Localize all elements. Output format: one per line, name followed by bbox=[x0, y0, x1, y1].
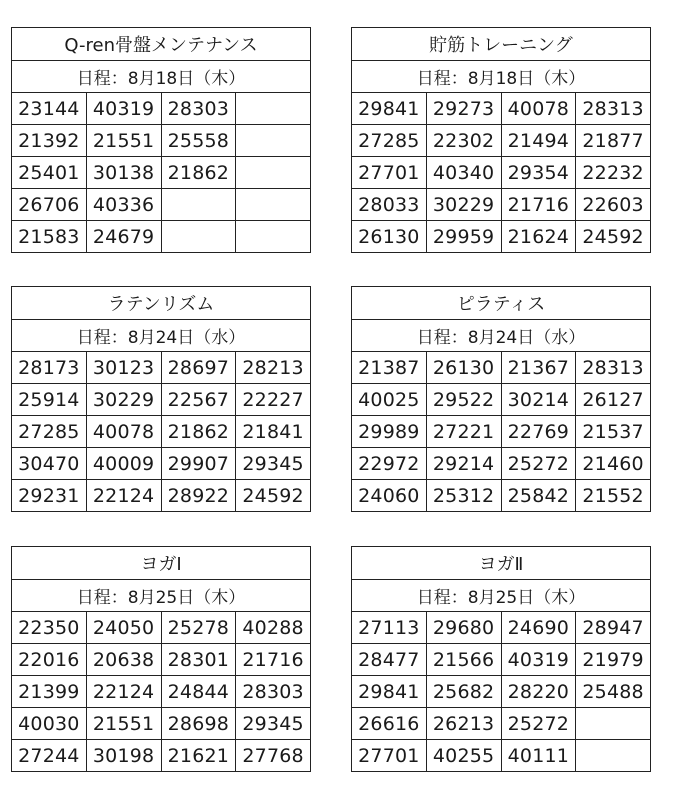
number-cell: 25914 bbox=[12, 384, 87, 416]
table-row bbox=[352, 384, 651, 416]
number-cell: 26127 bbox=[576, 384, 651, 416]
table-title: Q-ren骨盤メンテナンス bbox=[12, 28, 311, 61]
table-row bbox=[12, 189, 311, 221]
table-row bbox=[12, 221, 311, 253]
number-cell: 28947 bbox=[576, 612, 651, 644]
table-date: 日程：8月24日（水） bbox=[352, 320, 651, 352]
number-cell: 29231 bbox=[12, 480, 87, 512]
table-row bbox=[12, 93, 311, 125]
number-cell: 29841 bbox=[352, 676, 427, 708]
table-row bbox=[352, 189, 651, 221]
number-cell: 27701 bbox=[352, 157, 427, 189]
number-cell: 21583 bbox=[12, 221, 87, 253]
number-cell: 30229 bbox=[426, 189, 501, 221]
table-row bbox=[12, 612, 311, 644]
number-cell: 28173 bbox=[12, 352, 87, 384]
table-date: 日程：8月18日（木） bbox=[12, 61, 311, 93]
table-row bbox=[352, 416, 651, 448]
number-cell: 21716 bbox=[236, 644, 311, 676]
number-cell: 21551 bbox=[86, 125, 161, 157]
number-cell: 25488 bbox=[576, 676, 651, 708]
number-cell: 27285 bbox=[12, 416, 87, 448]
number-cell: 27244 bbox=[12, 740, 87, 772]
schedule-table-muscle-training bbox=[351, 27, 651, 253]
number-cell bbox=[236, 221, 311, 253]
number-cell: 22124 bbox=[86, 480, 161, 512]
number-cell: 22567 bbox=[161, 384, 236, 416]
number-cell: 26213 bbox=[426, 708, 501, 740]
table-title: ラテンリズム bbox=[12, 287, 311, 320]
number-cell: 22972 bbox=[352, 448, 427, 480]
number-cell: 25558 bbox=[161, 125, 236, 157]
number-cell: 21877 bbox=[576, 125, 651, 157]
number-cell: 21387 bbox=[352, 352, 427, 384]
table-row bbox=[12, 708, 311, 740]
table-row bbox=[352, 480, 651, 512]
number-cell: 21460 bbox=[576, 448, 651, 480]
number-cell: 23144 bbox=[12, 93, 87, 125]
number-cell: 26706 bbox=[12, 189, 87, 221]
table-row bbox=[12, 480, 311, 512]
number-cell: 26616 bbox=[352, 708, 427, 740]
number-cell: 22302 bbox=[426, 125, 501, 157]
number-cell: 27285 bbox=[352, 125, 427, 157]
number-cell: 28220 bbox=[501, 676, 576, 708]
number-cell: 28313 bbox=[576, 93, 651, 125]
number-cell: 40078 bbox=[86, 416, 161, 448]
number-cell: 40319 bbox=[501, 644, 576, 676]
table-date: 日程：8月25日（木） bbox=[352, 580, 651, 612]
number-cell: 28697 bbox=[161, 352, 236, 384]
table-row bbox=[12, 157, 311, 189]
number-cell: 29680 bbox=[426, 612, 501, 644]
number-cell: 24679 bbox=[86, 221, 161, 253]
number-cell bbox=[236, 157, 311, 189]
number-cell: 40319 bbox=[86, 93, 161, 125]
table-row bbox=[352, 352, 651, 384]
number-cell: 28477 bbox=[352, 644, 427, 676]
number-cell: 29345 bbox=[236, 448, 311, 480]
number-cell: 24050 bbox=[86, 612, 161, 644]
number-cell bbox=[236, 93, 311, 125]
table-date: 日程：8月25日（木） bbox=[12, 580, 311, 612]
number-cell: 21392 bbox=[12, 125, 87, 157]
table-row bbox=[352, 612, 651, 644]
number-cell: 21537 bbox=[576, 416, 651, 448]
number-cell: 28213 bbox=[236, 352, 311, 384]
number-cell: 21494 bbox=[501, 125, 576, 157]
number-cell: 25842 bbox=[501, 480, 576, 512]
table-title: 貯筋トレーニング bbox=[352, 28, 651, 61]
schedule-table-yoga-2 bbox=[351, 546, 651, 772]
number-cell: 29959 bbox=[426, 221, 501, 253]
table-row bbox=[352, 644, 651, 676]
number-cell: 40111 bbox=[501, 740, 576, 772]
number-cell: 27113 bbox=[352, 612, 427, 644]
number-cell: 29989 bbox=[352, 416, 427, 448]
number-cell: 20638 bbox=[86, 644, 161, 676]
number-cell: 21621 bbox=[161, 740, 236, 772]
number-cell: 28922 bbox=[161, 480, 236, 512]
number-cell: 40336 bbox=[86, 189, 161, 221]
number-cell: 22769 bbox=[501, 416, 576, 448]
table-row bbox=[12, 384, 311, 416]
number-cell: 22350 bbox=[12, 612, 87, 644]
table-row bbox=[12, 740, 311, 772]
table-row bbox=[352, 740, 651, 772]
number-cell: 25272 bbox=[501, 448, 576, 480]
number-cell: 30198 bbox=[86, 740, 161, 772]
table-row bbox=[12, 416, 311, 448]
schedule-table-latin-rhythm bbox=[11, 286, 311, 512]
number-cell: 22603 bbox=[576, 189, 651, 221]
table-row bbox=[352, 93, 651, 125]
number-cell: 21841 bbox=[236, 416, 311, 448]
number-cell: 25272 bbox=[501, 708, 576, 740]
number-cell: 40255 bbox=[426, 740, 501, 772]
number-cell: 30470 bbox=[12, 448, 87, 480]
number-cell: 29907 bbox=[161, 448, 236, 480]
number-cell: 26130 bbox=[352, 221, 427, 253]
number-cell: 24060 bbox=[352, 480, 427, 512]
number-cell: 29522 bbox=[426, 384, 501, 416]
number-cell: 26130 bbox=[426, 352, 501, 384]
number-cell: 24592 bbox=[236, 480, 311, 512]
number-cell: 40030 bbox=[12, 708, 87, 740]
table-row bbox=[12, 352, 311, 384]
number-cell: 22232 bbox=[576, 157, 651, 189]
number-cell: 27701 bbox=[352, 740, 427, 772]
number-cell: 29273 bbox=[426, 93, 501, 125]
number-cell: 21551 bbox=[86, 708, 161, 740]
number-cell: 28301 bbox=[161, 644, 236, 676]
number-cell: 25278 bbox=[161, 612, 236, 644]
table-title: ピラティス bbox=[352, 287, 651, 320]
number-cell: 24690 bbox=[501, 612, 576, 644]
number-cell: 29345 bbox=[236, 708, 311, 740]
number-cell: 28303 bbox=[236, 676, 311, 708]
table-row bbox=[352, 448, 651, 480]
number-cell: 30138 bbox=[86, 157, 161, 189]
number-cell: 21716 bbox=[501, 189, 576, 221]
number-cell: 40340 bbox=[426, 157, 501, 189]
number-cell: 27221 bbox=[426, 416, 501, 448]
number-cell: 25401 bbox=[12, 157, 87, 189]
number-cell: 22016 bbox=[12, 644, 87, 676]
number-cell: 25682 bbox=[426, 676, 501, 708]
table-title: ヨガⅠ bbox=[12, 547, 311, 580]
number-cell: 21862 bbox=[161, 416, 236, 448]
number-cell: 21566 bbox=[426, 644, 501, 676]
table-row bbox=[352, 157, 651, 189]
number-cell: 21399 bbox=[12, 676, 87, 708]
number-cell bbox=[236, 189, 311, 221]
number-cell: 21367 bbox=[501, 352, 576, 384]
table-row bbox=[12, 644, 311, 676]
number-cell: 30123 bbox=[86, 352, 161, 384]
number-cell: 22124 bbox=[86, 676, 161, 708]
number-cell: 21624 bbox=[501, 221, 576, 253]
number-cell: 28313 bbox=[576, 352, 651, 384]
number-cell: 30214 bbox=[501, 384, 576, 416]
number-cell: 21979 bbox=[576, 644, 651, 676]
number-cell: 40025 bbox=[352, 384, 427, 416]
number-cell: 40009 bbox=[86, 448, 161, 480]
table-row bbox=[12, 676, 311, 708]
table-date: 日程：8月24日（水） bbox=[12, 320, 311, 352]
table-date: 日程：8月18日（木） bbox=[352, 61, 651, 93]
number-cell: 27768 bbox=[236, 740, 311, 772]
table-row bbox=[352, 125, 651, 157]
schedule-table-qren-pelvis bbox=[11, 27, 311, 253]
table-row bbox=[352, 221, 651, 253]
number-cell bbox=[576, 740, 651, 772]
table-title: ヨガⅡ bbox=[352, 547, 651, 580]
table-row bbox=[352, 676, 651, 708]
table-row bbox=[352, 708, 651, 740]
schedule-table-yoga-1 bbox=[11, 546, 311, 772]
number-cell: 29214 bbox=[426, 448, 501, 480]
number-cell: 22227 bbox=[236, 384, 311, 416]
number-cell: 28698 bbox=[161, 708, 236, 740]
number-cell: 29841 bbox=[352, 93, 427, 125]
number-cell: 21552 bbox=[576, 480, 651, 512]
number-cell: 40078 bbox=[501, 93, 576, 125]
table-row bbox=[12, 448, 311, 480]
number-cell: 29354 bbox=[501, 157, 576, 189]
number-cell: 30229 bbox=[86, 384, 161, 416]
number-cell bbox=[236, 125, 311, 157]
number-cell bbox=[161, 221, 236, 253]
number-cell: 21862 bbox=[161, 157, 236, 189]
number-cell: 25312 bbox=[426, 480, 501, 512]
number-cell: 40288 bbox=[236, 612, 311, 644]
number-cell: 24844 bbox=[161, 676, 236, 708]
number-cell: 28303 bbox=[161, 93, 236, 125]
number-cell: 28033 bbox=[352, 189, 427, 221]
table-row bbox=[12, 125, 311, 157]
number-cell: 24592 bbox=[576, 221, 651, 253]
schedule-table-pilates bbox=[351, 286, 651, 512]
number-cell bbox=[576, 708, 651, 740]
number-cell bbox=[161, 189, 236, 221]
